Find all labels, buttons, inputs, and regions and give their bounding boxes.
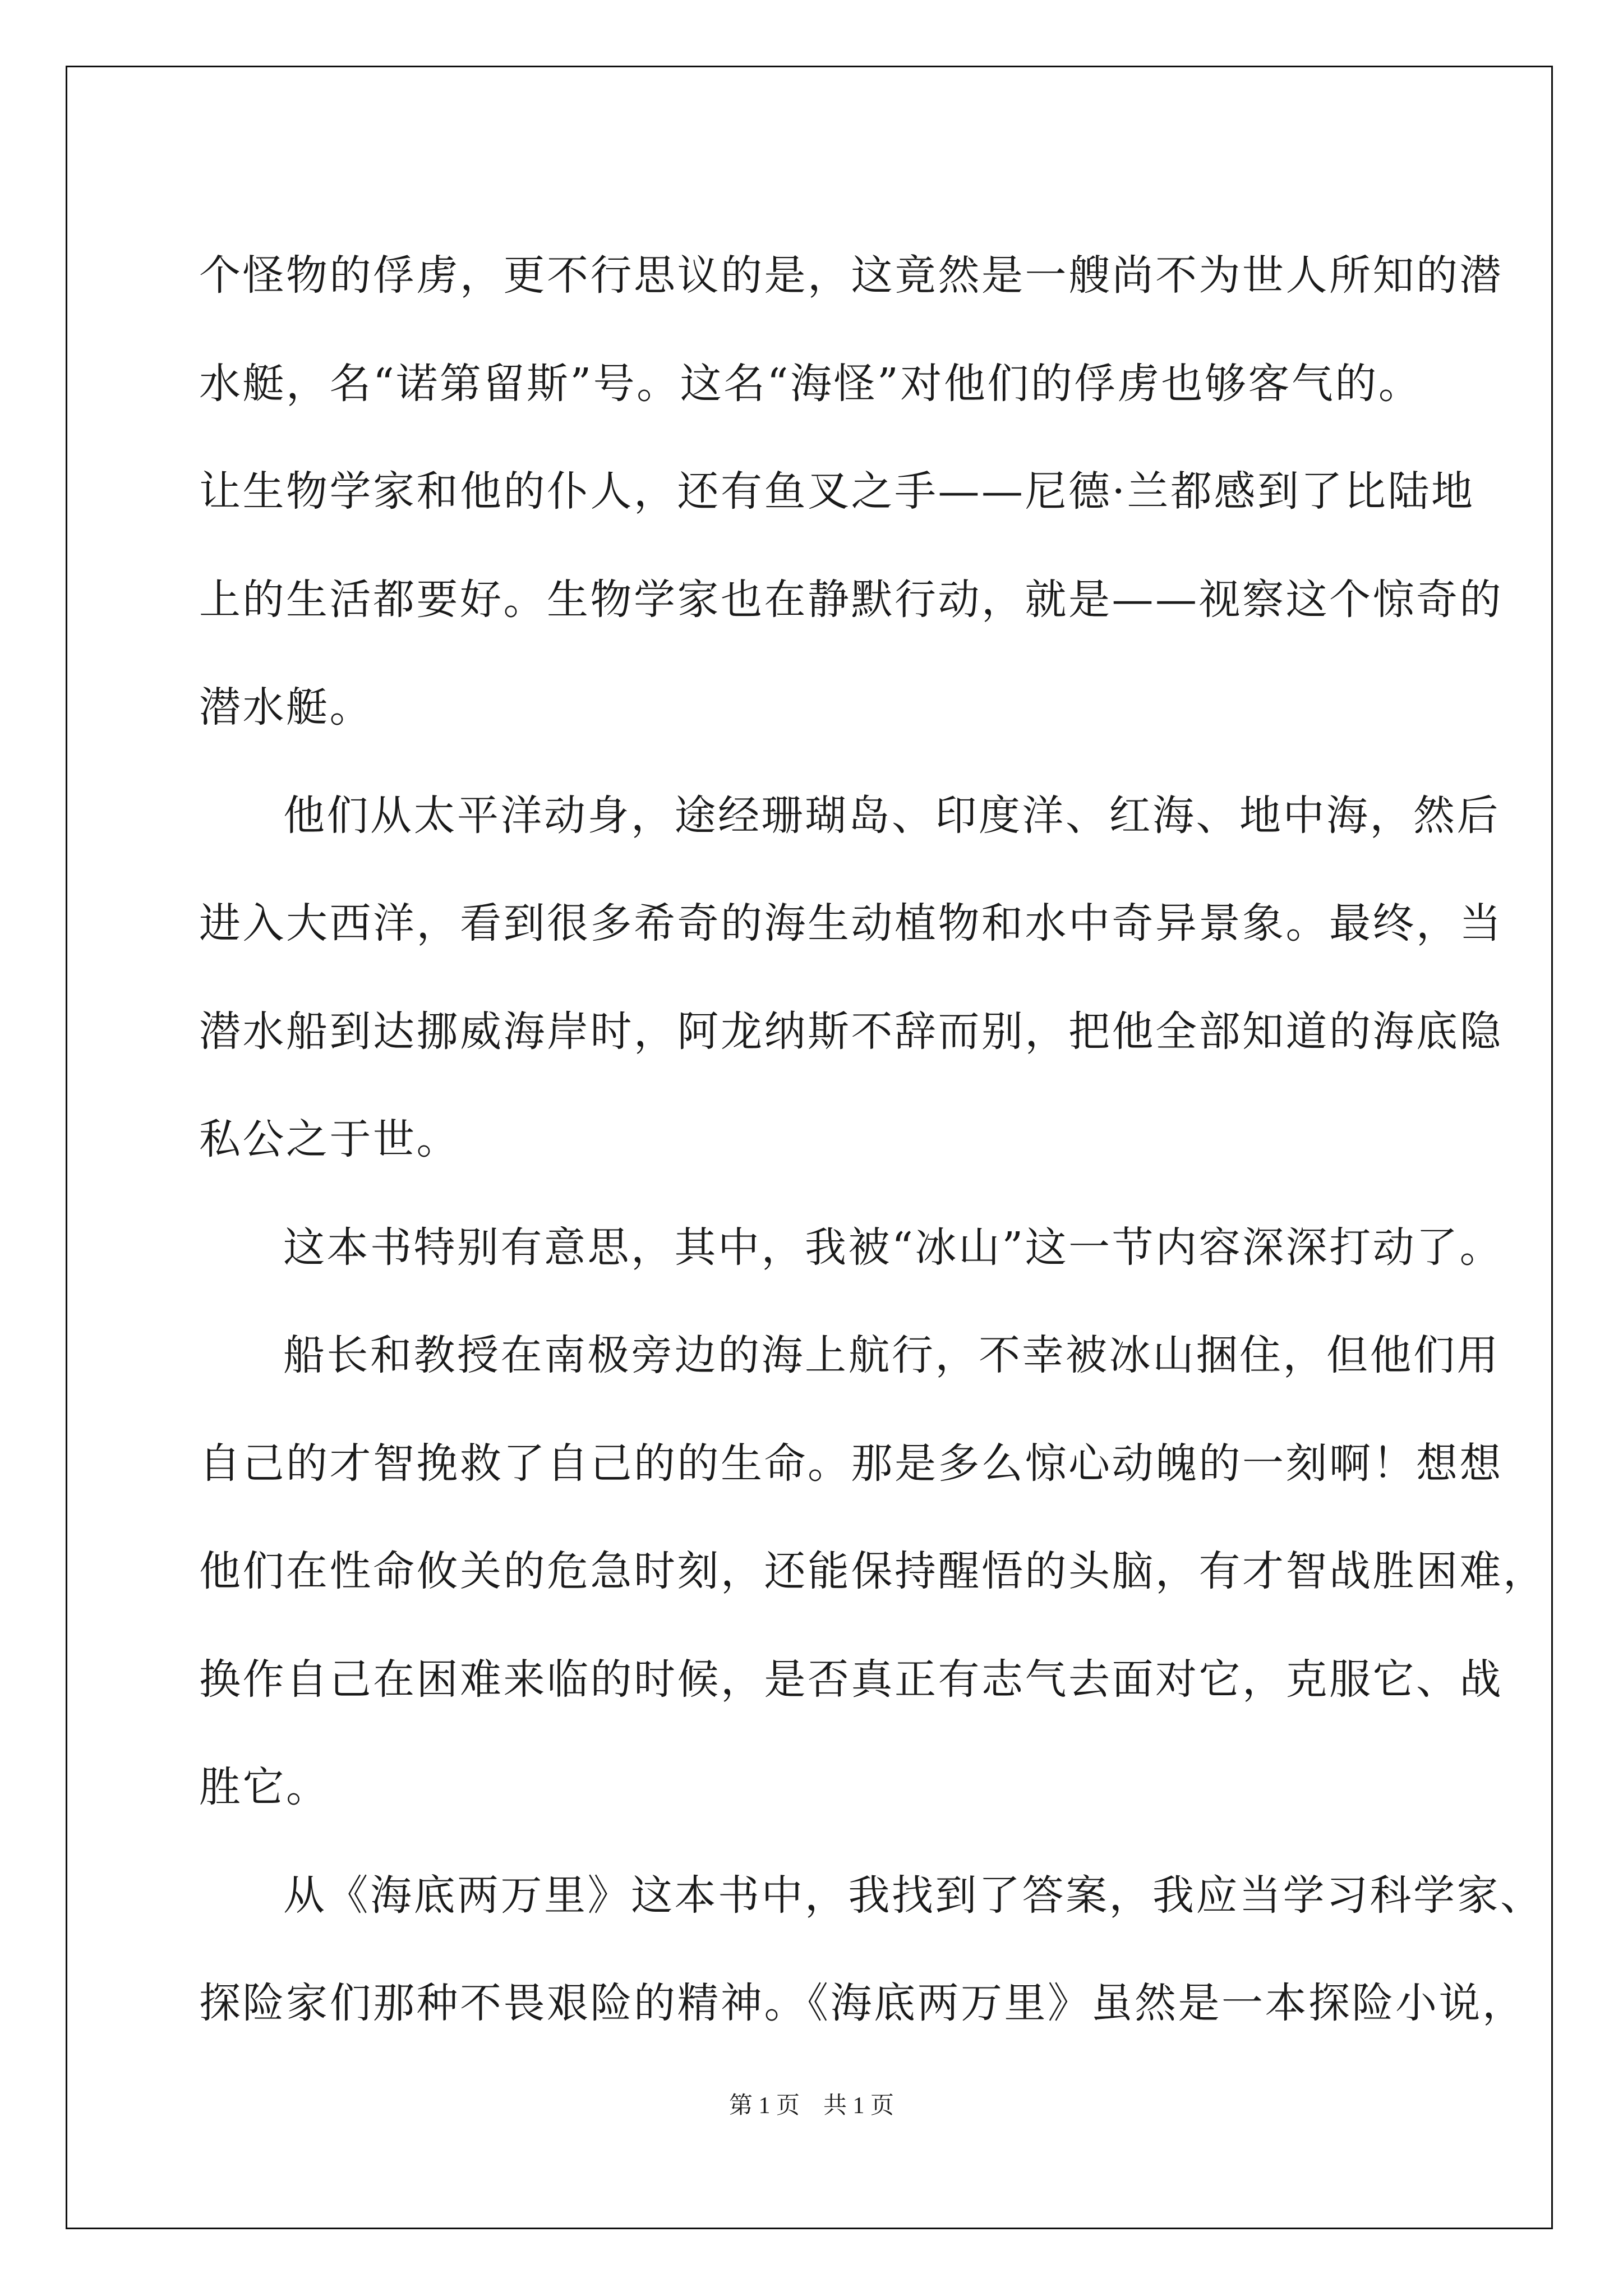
text-line: 自己的才智挽救了自己的的生命。那是多么惊心动魄的一刻啊！想想 bbox=[199, 1439, 1503, 1488]
text-line: 水艇，名“诺第留斯”号。这名“海怪”对他们的俘虏也够客气的。 bbox=[199, 359, 1422, 408]
text-line: 换作自己在困难来临的时候，是否真正有志气去面对它，克服它、战 bbox=[199, 1655, 1503, 1704]
text-line: 他们在性命攸关的危急时刻，还能保持醒悟的头脑，有才智战胜困难， bbox=[199, 1547, 1547, 1595]
paragraph-start-line: 他们从太平洋动身，途经珊瑚岛、印度洋、红海、地中海，然后 bbox=[283, 791, 1500, 840]
text-line: 让生物学家和他的仆人，还有鱼叉之手——尼德·兰都感到了比陆地 bbox=[199, 467, 1475, 516]
text-line: 进入大西洋，看到很多希奇的海生动植物和水中奇异景象。最终，当 bbox=[199, 899, 1503, 947]
paragraph-start-line: 船长和教授在南极旁边的海上航行，不幸被冰山捆住，但他们用 bbox=[283, 1331, 1500, 1379]
page-number-footer: 第 1 页 共 1 页 bbox=[728, 2093, 894, 2119]
text-line: 私公之于世。 bbox=[199, 1115, 460, 1163]
text-line: 个怪物的俘虏，更不行思议的是，这竟然是一艘尚不为世人所知的潜 bbox=[199, 251, 1503, 300]
paragraph-start-line: 从《海底两万里》这本书中，我找到了答案，我应当学习科学家、 bbox=[283, 1871, 1544, 1920]
text-line: 探险家们那种不畏艰险的精神。《海底两万里》虽然是一本探险小说， bbox=[199, 1979, 1526, 2027]
text-line: 潜水船到达挪威海岸时，阿龙纳斯不辞而别，把他全部知道的海底隐 bbox=[199, 1007, 1503, 1056]
text-line: 潜水艇。 bbox=[199, 683, 373, 731]
document-body bbox=[199, 222, 1547, 2058]
paragraph-start-line: 这本书特别有意思，其中，我被“冰山”这一节内容深深打动了。 bbox=[283, 1223, 1504, 1272]
text-line: 上的生活都要好。生物学家也在静默行动，就是——视察这个惊奇的 bbox=[199, 575, 1503, 624]
text-line: 胜它。 bbox=[199, 1763, 330, 1811]
